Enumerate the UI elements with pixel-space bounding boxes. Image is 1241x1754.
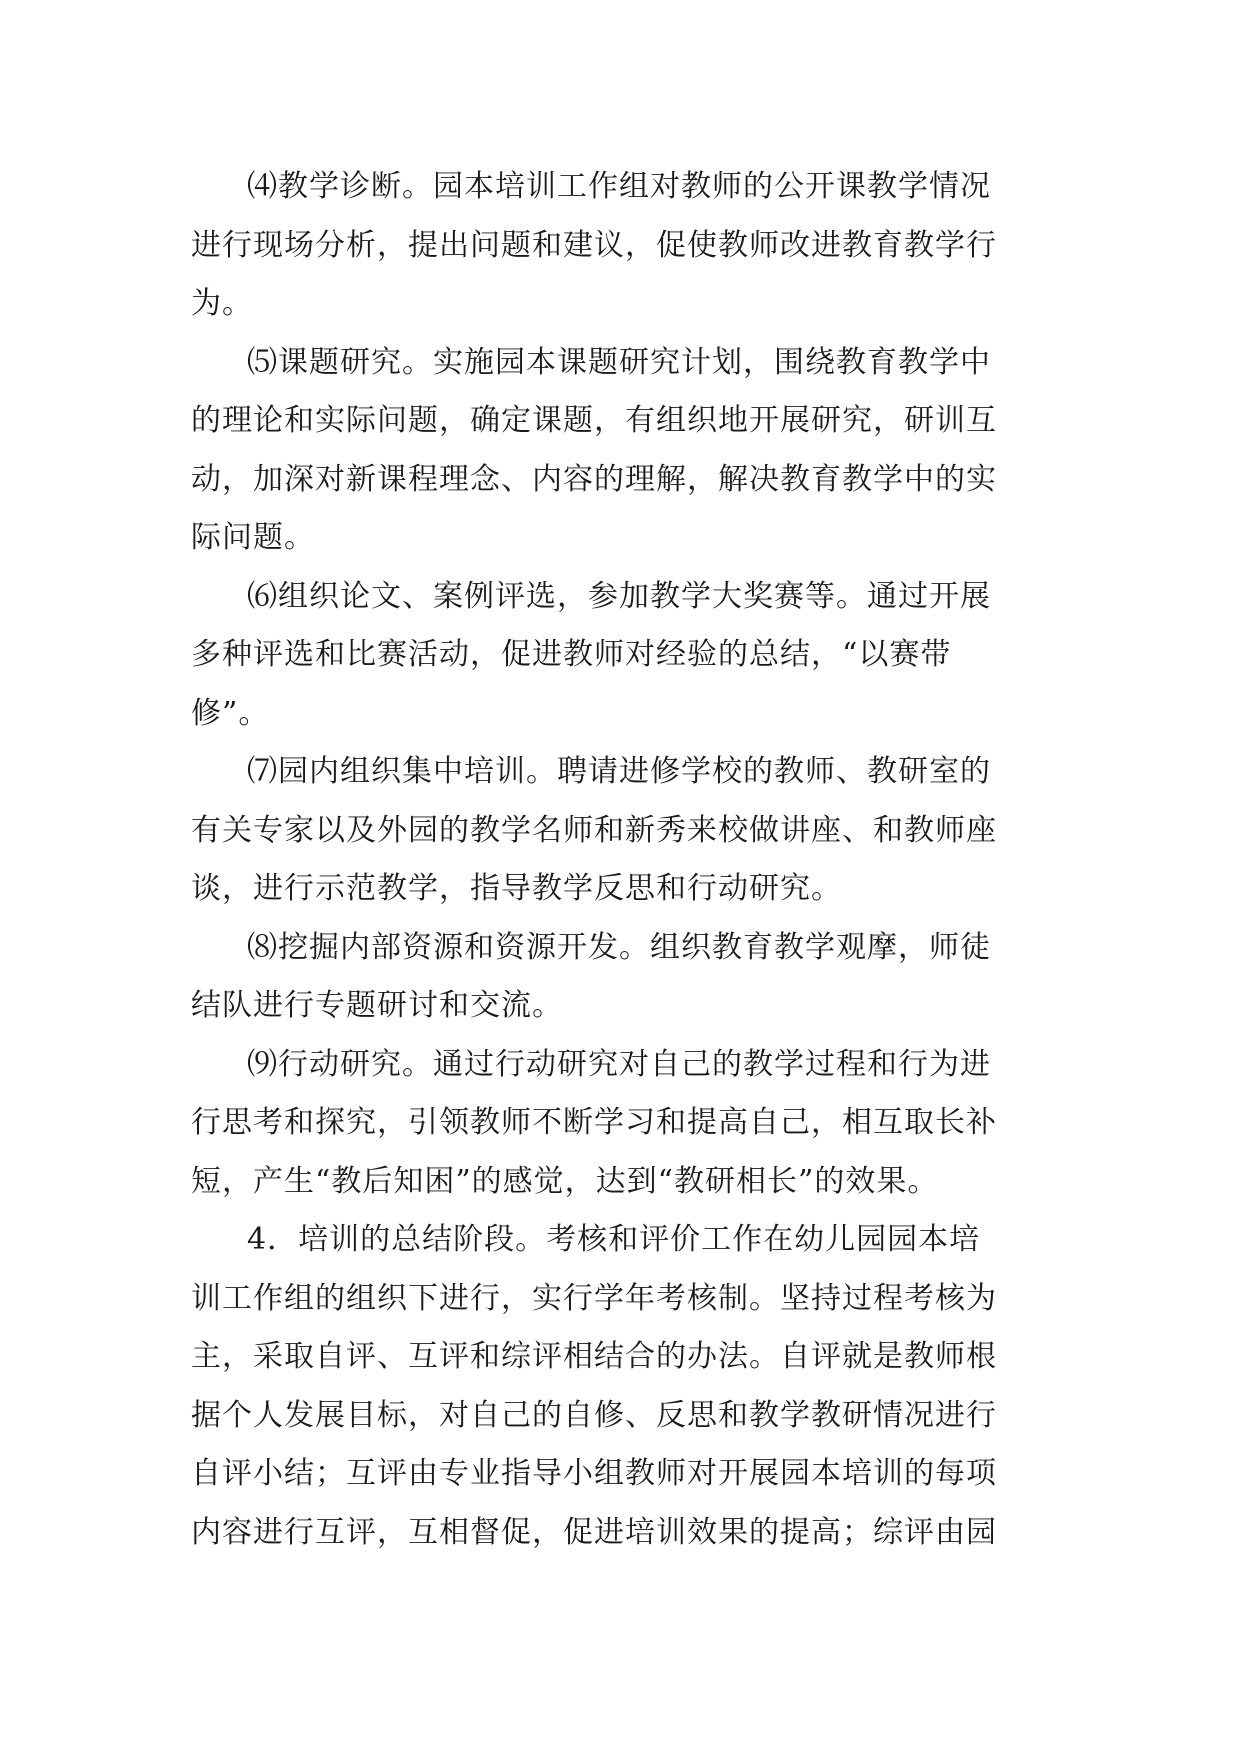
text-line: ⑼行动研究。通过行动研究对自己的教学过程和行为进 bbox=[247, 1046, 991, 1082]
text-line: 进行现场分析，提出问题和建议，促使教师改进教育教学行 bbox=[191, 227, 997, 263]
text-line: 际问题。 bbox=[191, 520, 315, 555]
text-line: 的理论和实际问题，确定课题，有组织地开展研究，研训互 bbox=[191, 403, 997, 438]
text-line: ⑷教学诊断。园本培训工作组对教师的公开课教学情况 bbox=[247, 169, 991, 204]
text-line: 训工作组的组织下进行，实行学年考核制。坚持过程考核为 bbox=[191, 1280, 997, 1316]
text-line: ⑹组织论文、案例评选，参加教学大奖赛等。通过开展 bbox=[247, 578, 991, 614]
text-line: 谈，进行示范教学，指导教学反思和行动研究。 bbox=[191, 871, 842, 906]
text-line: 主，采取自评、互评和综评相结合的办法。自评就是教师根 bbox=[191, 1339, 997, 1374]
text-line: 自评小结；互评由专业指导小组教师对开展园本培训的每项 bbox=[191, 1456, 997, 1491]
document-page bbox=[191, 158, 1051, 1562]
text-line: 修”。 bbox=[191, 695, 270, 731]
text-line: 结队进行专题研讨和交流。 bbox=[191, 988, 563, 1023]
text-line: ⑻挖掘内部资源和资源开发。组织教育教学观摩，师徒 bbox=[247, 929, 991, 965]
text-line: 据个人发展目标，对自己的自修、反思和教学教研情况进行 bbox=[191, 1397, 997, 1433]
text-line: 为。 bbox=[191, 286, 253, 321]
text-line: 行思考和探究，引领教师不断学习和提高自己，相互取长补 bbox=[191, 1105, 997, 1140]
text-line: 有关专家以及外园的教学名师和新秀来校做讲座、和教师座 bbox=[191, 812, 997, 848]
text-line: ⑺园内组织集中培训。聘请进修学校的教师、教研室的 bbox=[247, 754, 991, 789]
text-line: 多种评选和比赛活动，促进教师对经验的总结，“以赛带 bbox=[191, 637, 952, 672]
text-line: 4．培训的总结阶段。考核和评价工作在幼儿园园本培 bbox=[247, 1222, 981, 1257]
text-line: 短，产生“教后知困”的感觉，达到“教研相长”的效果。 bbox=[191, 1163, 939, 1199]
text-line: 内容进行互评，互相督促，促进培训效果的提高；综评由园 bbox=[191, 1514, 997, 1550]
text-line: 动，加深对新课程理念、内容的理解，解决教育教学中的实 bbox=[191, 461, 997, 497]
text-line: ⑸课题研究。实施园本课题研究计划，围绕教育教学中 bbox=[247, 344, 991, 380]
